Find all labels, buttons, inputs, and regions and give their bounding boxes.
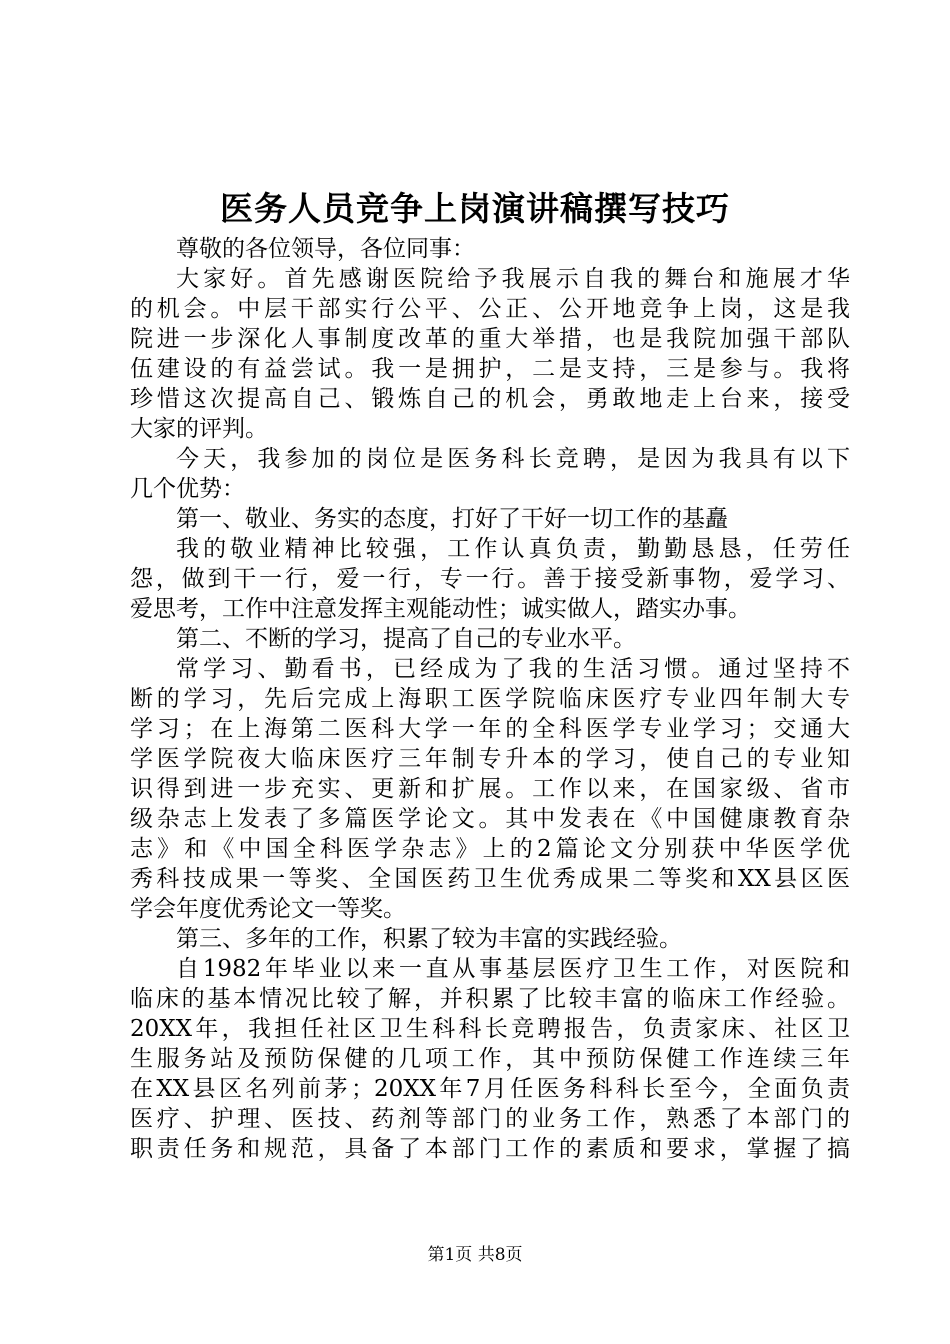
body-text-line: 20XX年，我担任社区卫生科科长竞聘报告，负责家床、社区卫 bbox=[130, 1016, 850, 1042]
page-number-footer: 第1页 共8页 bbox=[427, 1245, 523, 1265]
body-text-line: 院进一步深化人事制度改革的重大举措，也是我院加强干部队 bbox=[130, 326, 850, 352]
body-text-line: 级杂志上发表了多篇医学论文。其中发表在《中国健康教育杂 bbox=[130, 806, 850, 832]
body-text-line: 学会年度优秀论文一等奖。 bbox=[130, 896, 406, 922]
body-text-line: 怨，做到干一行，爱一行，专一行。善于接受新事物，爱学习、 bbox=[130, 566, 850, 592]
body-text-line: 识得到进一步充实、更新和扩展。工作以来，在国家级、省市 bbox=[130, 776, 850, 802]
section-heading-1: 第一、敬业、务实的态度，打好了干好一切工作的基矗 bbox=[176, 506, 728, 532]
body-text-line: 大家的评判。 bbox=[130, 416, 268, 442]
body-text-line: 常学习、勤看书，已经成为了我的生活习惯。通过坚持不 bbox=[176, 656, 850, 682]
body-text-line: 爱思考，工作中注意发挥主观能动性；诚实做人，踏实办事。 bbox=[130, 596, 751, 622]
body-text-line: 临床的基本情况比较了解，并积累了比较丰富的临床工作经验。 bbox=[130, 986, 850, 1012]
section-heading-3: 第三、多年的工作，积累了较为丰富的实践经验。 bbox=[176, 926, 682, 952]
body-text-line: 职责任务和规范，具备了本部门工作的素质和要求，掌握了搞 bbox=[130, 1136, 850, 1162]
salutation-line: 尊敬的各位领导，各位同事： bbox=[176, 236, 475, 262]
body-text-line: 生服务站及预防保健的几项工作，其中预防保健工作连续三年 bbox=[130, 1046, 850, 1072]
body-text-line: 医疗、护理、医技、药剂等部门的业务工作，熟悉了本部门的 bbox=[130, 1106, 850, 1132]
section-heading-2: 第二、不断的学习，提高了自己的专业水平。 bbox=[176, 626, 636, 652]
body-text-line: 我的敬业精神比较强，工作认真负责，勤勤恳恳，任劳任 bbox=[176, 536, 850, 562]
body-text-line: 伍建设的有益尝试。我一是拥护，二是支持，三是参与。我将 bbox=[130, 356, 850, 382]
body-text-line: 学医学院夜大临床医疗三年制专升本的学习，使自己的专业知 bbox=[130, 746, 850, 772]
body-text-line: 的机会。中层干部实行公平、公正、公开地竞争上岗，这是我 bbox=[130, 296, 850, 322]
body-text-line: 志》和《中国全科医学杂志》上的2篇论文分别获中华医学优 bbox=[130, 836, 850, 862]
body-text-line: 自1982年毕业以来一直从事基层医疗卫生工作，对医院和 bbox=[176, 956, 850, 982]
body-text-line: 秀科技成果一等奖、全国医药卫生优秀成果二等奖和XX县区医 bbox=[130, 866, 850, 892]
body-text-line: 断的学习，先后完成上海职工医学院临床医疗专业四年制大专 bbox=[130, 686, 850, 712]
body-text-line: 大家好。首先感谢医院给予我展示自我的舞台和施展才华 bbox=[176, 266, 850, 292]
document-title: 医务人员竞争上岗演讲稿撰写技巧 bbox=[220, 189, 730, 228]
body-text-line: 珍惜这次提高自己、锻炼自己的机会，勇敢地走上台来，接受 bbox=[130, 386, 850, 412]
body-text-line: 学习；在上海第二医科大学一年的全科医学专业学习；交通大 bbox=[130, 716, 850, 742]
body-text-line: 几个优势： bbox=[130, 476, 245, 502]
body-text-line: 今天，我参加的岗位是医务科长竞聘，是因为我具有以下 bbox=[176, 446, 850, 472]
body-text-line: 在XX县区名列前茅；20XX年7月任医务科科长至今，全面负责 bbox=[130, 1076, 850, 1102]
